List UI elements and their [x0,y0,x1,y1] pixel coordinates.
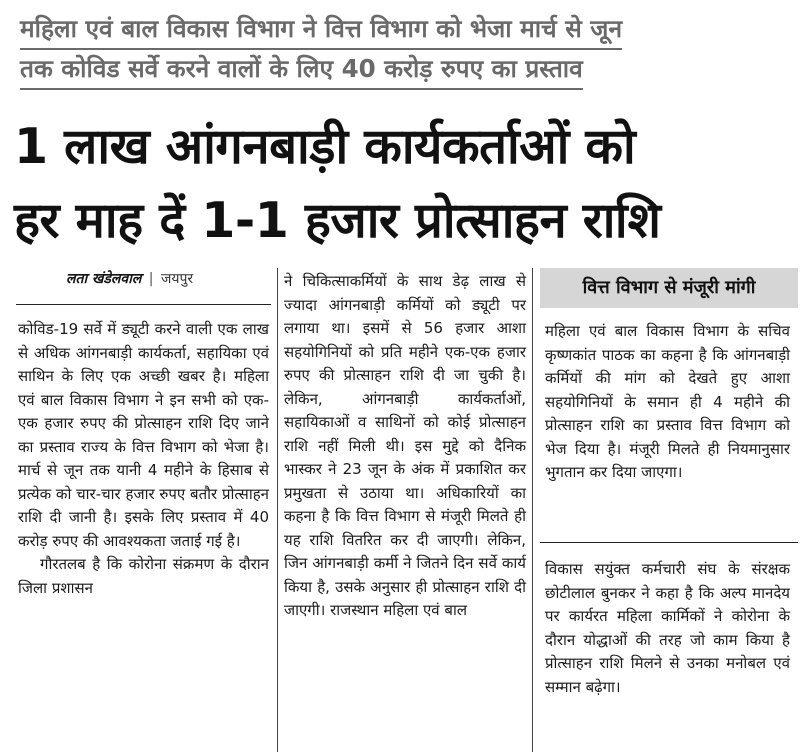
article-column-2 [284,270,526,623]
byline [66,270,193,288]
kicker [20,10,790,90]
column-divider-1 [277,268,278,752]
sidebar-column-bottom [545,558,790,699]
kicker-line-2: तक कोविड सर्वे करने वालों के लिए 40 करोड़ रुपए का प्रस्ताव [20,50,583,90]
sidebar-paragraph-2: विकास सयुंक्त कर्मचारी संघ के संरक्षक छोटीलाल बुनकर ने कहा है कि अल्प मानदेय पर कार्यरत महिला कार्मिकों ने कोरोना के दौरान योद्धाओं की तरह जो काम किया है प्रोत्साहन राशि मिलने से उनका मनोबल एवं सम्मान बढ़ेगा। [545,560,790,696]
sidebar-paragraph-1: महिला एवं बाल विकास विभाग के सचिव कृष्णकांत पाठक का कहना है कि आंगनबाड़ी कर्मियों की मांग को देखते हुए आशा सहयोगिनियों के समान ही 4 महीने की प्रोत्साहन राशि का प्रस्ताव वित्त विभाग को भेज दिया है। मंजूरी मिलते ही नियमानुसार भुगतान कर दिया जाएगा। [545,322,790,481]
headline-line-1: 1 लाख आंगनबाड़ी कार्यकर्ताओं को [14,118,636,175]
article-column-1 [18,318,269,600]
column-divider-2 [532,268,533,752]
col1-paragraph-1: कोविड-19 सर्वे में ड्यूटी करने वाली एक लाख से अधिक आंगनबाड़ी कार्यकर्ता, सहायिका एवं साथिन के लिए एक अच्छी खबर है। महिला एवं बाल विकास विभाग ने इन सभी को एक-एक हजार रुपए की प्रोत्साहन राशि दिए जाने का प्रस्ताव राज्य के वित्त विभाग को भेजा है। मार्च से जून तक यानी 4 महीने के हिसाब से प्रत्येक को चार-चार हजार रुपए बतौर प्रोत्साहन राशि दी जानी है। इसके लिए प्रस्ताव में 40 करोड़ रुपए की आवश्यकता जताई गई है। [18,320,269,550]
col2-paragraph-1: ने चिकित्साकर्मियों के साथ डेढ़ लाख से ज्यादा आंगनबाड़ी कर्मियों को ड्यूटी पर लगाया था। इसमें से 56 हजार आशा सहयोगिनियों को प्रति महीने एक-एक हजार रुपए की प्रोत्साहन राशि दी जा चुकी है। लेकिन, आंगनबाड़ी कार्यकर्ताओं, सहायिकाओं व साथिनों को कोई प्रोत्साहन राशि नहीं मिली थी। इस मुद्दे को दैनिक भास्कर ने 23 जून के अंक में प्रकाशित कर प्रमुखता से उठाया था। अधिकारियों का कहना है कि वित्त विभाग से मंजूरी मिलते ही यह राशि वितरित कर दी जाएगी। लेकिन, जिन आंगनबाड़ी कर्मी ने जितने दिन सर्वे कार्य किया है, उसके अनुसार ही प्रोत्साहन राशि दी जाएगी। राजस्थान महिला एवं बाल [284,272,526,619]
headline [14,110,794,258]
sidebar-column-top [545,320,790,485]
byline-separator: | [148,271,154,287]
col1-paragraph-2: गौरतलब है कि कोरोना संक्रमण के दौरान जिला प्रशासन [18,555,269,597]
sidebar-divider [540,542,798,543]
byline-divider [16,304,271,305]
byline-author: लता खंडेलवाल [66,271,142,287]
sidebar-subhead: वित्त विभाग से मंजूरी मांगी [540,268,798,308]
byline-city: जयपुर [160,271,194,287]
headline-line-2: हर माह दें 1-1 हजार प्रोत्साहन राशि [14,192,661,249]
kicker-line-1: महिला एवं बाल विकास विभाग ने वित्त विभाग को भेजा मार्च से जून [20,10,622,50]
